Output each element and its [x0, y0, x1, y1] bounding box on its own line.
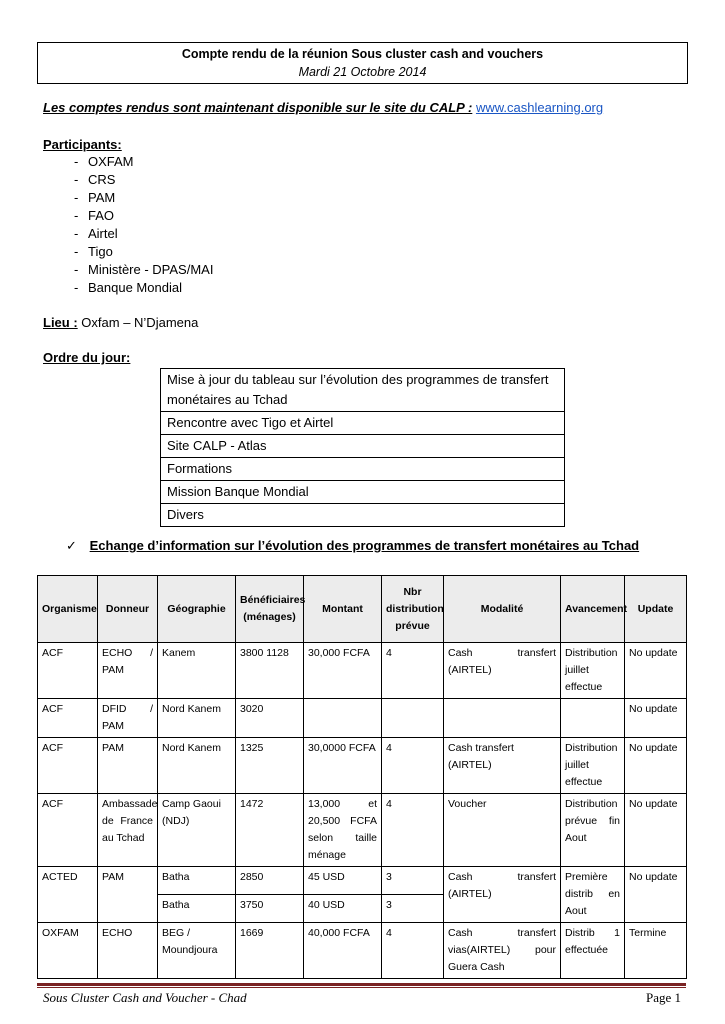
- table-row: [38, 738, 687, 794]
- cell: [304, 699, 382, 738]
- cell: ACF: [38, 794, 98, 867]
- report-title: Compte rendu de la réunion Sous cluster cash and vouchers: [181, 47, 544, 61]
- cell: 3: [382, 895, 444, 923]
- cell: BEG / Moundjoura: [158, 923, 236, 979]
- cell: No update: [625, 699, 687, 738]
- cell: 1472: [236, 794, 304, 867]
- cell: Première distrib en Aout: [561, 867, 625, 923]
- report-title-box: [37, 42, 688, 84]
- col-header-avancement: Avancement: [561, 576, 625, 643]
- cell: Distribution prévue fin Aout: [561, 794, 625, 867]
- participant-item: - FAO: [74, 207, 213, 225]
- table-row: [38, 794, 687, 867]
- footer-divider: [37, 983, 686, 986]
- cell: Nord Kanem: [158, 699, 236, 738]
- cell: No update: [625, 794, 687, 867]
- participant-item: - Airtel: [74, 225, 213, 243]
- cell: Kanem: [158, 643, 236, 699]
- col-header-nbr-distribution: Nbr distribution prévue: [382, 576, 444, 643]
- calp-link[interactable]: www.cashlearning.org: [475, 100, 604, 115]
- agenda-item: Rencontre avec Tigo et Airtel: [161, 412, 565, 435]
- cell: 40,000 FCFA: [304, 923, 382, 979]
- table-row: [38, 699, 687, 738]
- participant-item: - PAM: [74, 189, 213, 207]
- table-header-row: [38, 576, 687, 643]
- participants-list: [74, 153, 213, 297]
- cell: 45 USD: [304, 867, 382, 895]
- cell: 3750: [236, 895, 304, 923]
- participant-item: - OXFAM: [74, 153, 213, 171]
- calp-label: Les comptes rendus sont maintenant disponible sur le site du CALP :: [43, 100, 473, 115]
- cell: 3020: [236, 699, 304, 738]
- cell: PAM: [98, 867, 158, 923]
- cell: Distribution juillet effectue: [561, 643, 625, 699]
- cell: 1325: [236, 738, 304, 794]
- participant-item: - Tigo: [74, 243, 213, 261]
- agenda-heading: Ordre du jour:: [43, 350, 131, 365]
- cell: [382, 699, 444, 738]
- cell: Cash transfert (AIRTEL): [444, 738, 561, 794]
- cell: [561, 699, 625, 738]
- agenda-item: Site CALP - Atlas: [161, 435, 565, 458]
- agenda-item: Mise à jour du tableau sur l’évolution des programmes de transfert monétaires au Tchad: [161, 369, 565, 412]
- footer-divider-thin: [37, 987, 686, 988]
- agenda-table: [160, 368, 565, 527]
- col-header-montant: Montant: [304, 576, 382, 643]
- cell: No update: [625, 867, 687, 923]
- cell: Distrib 1 effectuée: [561, 923, 625, 979]
- col-header-organisme: Organisme: [38, 576, 98, 643]
- location-label: Lieu :: [43, 315, 78, 330]
- cell: PAM: [98, 738, 158, 794]
- cell: 2850: [236, 867, 304, 895]
- cell: [444, 699, 561, 738]
- cell: ACF: [38, 643, 98, 699]
- table-row: [38, 867, 687, 895]
- agenda-item: Formations: [161, 458, 565, 481]
- cell: 4: [382, 794, 444, 867]
- cell: ECHO / PAM: [98, 643, 158, 699]
- checkmark-icon: ✓: [66, 538, 77, 553]
- location-value: Oxfam – N’Djamena: [81, 315, 199, 330]
- cell: Termine: [625, 923, 687, 979]
- exchange-section-title: Echange d’information sur l’évolution des programmes de transfert monétaires au Tchad: [89, 538, 640, 553]
- col-header-modalite: Modalité: [444, 576, 561, 643]
- cell: 4: [382, 738, 444, 794]
- cell: Camp Gaoui (NDJ): [158, 794, 236, 867]
- page-number: Page 1: [645, 990, 681, 1005]
- col-header-update: Update: [625, 576, 687, 643]
- cell: Voucher: [444, 794, 561, 867]
- cell: 13,000 et 20,500 FCFA selon taille ménage: [304, 794, 382, 867]
- cell: OXFAM: [38, 923, 98, 979]
- cell: Cash transfert (AIRTEL): [444, 643, 561, 699]
- cell: DFID / PAM: [98, 699, 158, 738]
- participant-item: - CRS: [74, 171, 213, 189]
- cell: ECHO: [98, 923, 158, 979]
- cell: 40 USD: [304, 895, 382, 923]
- cell: ACF: [38, 699, 98, 738]
- cell: ACF: [38, 738, 98, 794]
- location: [43, 315, 198, 330]
- cell: Cash transfert (AIRTEL): [444, 867, 561, 923]
- cell: 1669: [236, 923, 304, 979]
- agenda-item: Mission Banque Mondial: [161, 481, 565, 504]
- calp-notice: [43, 100, 603, 115]
- cell: Batha: [158, 867, 236, 895]
- report-date: Mardi 21 Octobre 2014: [298, 65, 427, 79]
- col-header-geographie: Géographie: [158, 576, 236, 643]
- cell: Nord Kanem: [158, 738, 236, 794]
- cell: Batha: [158, 895, 236, 923]
- cell: 3800 1128: [236, 643, 304, 699]
- cell: Distribution juillet effectue: [561, 738, 625, 794]
- table-row: [38, 923, 687, 979]
- col-header-donneur: Donneur: [98, 576, 158, 643]
- table-row: [38, 643, 687, 699]
- cell: No update: [625, 738, 687, 794]
- cell: 30,000 FCFA: [304, 643, 382, 699]
- exchange-section-heading: [66, 538, 639, 554]
- cell: 4: [382, 923, 444, 979]
- cell: Ambassade de France au Tchad: [98, 794, 158, 867]
- cell: 30,0000 FCFA: [304, 738, 382, 794]
- participant-item: - Banque Mondial: [74, 279, 213, 297]
- footer-title: Sous Cluster Cash and Voucher - Chad: [43, 990, 247, 1005]
- agenda-item: Divers: [161, 504, 565, 527]
- participant-item: - Ministère - DPAS/MAI: [74, 261, 213, 279]
- cell: No update: [625, 643, 687, 699]
- col-header-beneficiaires: Bénéficiaires (ménages): [236, 576, 304, 643]
- participants-heading: Participants:: [43, 137, 122, 152]
- cell: 3: [382, 867, 444, 895]
- programs-table: [37, 575, 687, 979]
- cell: 4: [382, 643, 444, 699]
- cell: Cash transfert vias(AIRTEL) pour Guera Cash: [444, 923, 561, 979]
- cell: ACTED: [38, 867, 98, 923]
